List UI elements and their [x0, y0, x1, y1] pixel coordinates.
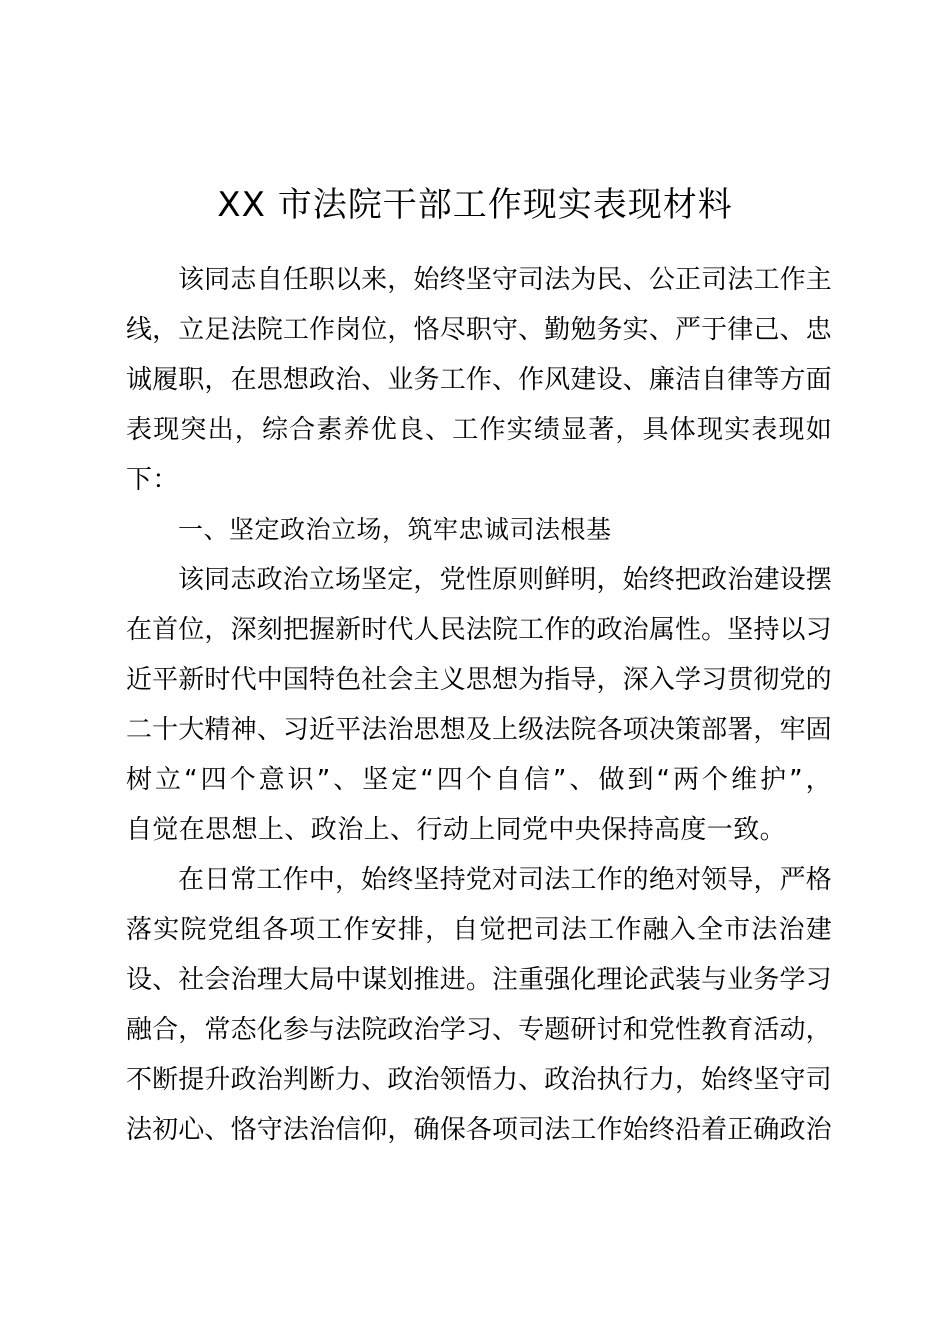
paragraph-line: 落 实 院 党 组 各 项 工 作 安 排 ， 自 觉 把 司 法 工 作 融 入 全 市 法 治 建 [126, 915, 832, 945]
paragraph-line: 表 现 突 出 ， 综 合 素 养 优 良 、 工 作 实 绩 显 著 ， 具 体 现 实 表 现 如 [126, 415, 832, 445]
paragraph-line: 不 断 提 升 政 治 判 断 力 、 政 治 领 悟 力 、 政 治 执 行 力 ， 始 终 坚 守 司 [126, 1065, 832, 1095]
paragraph-line: 近 平 新 时 代 中 国 特 色 社 会 主 义 思 想 为 指 导 ， 深 入 学 习 贯 彻 党 的 [126, 665, 832, 695]
paragraph-line: 设 、 社 会 治 理 大 局 中 谋 划 推 进 。 注 重 强 化 理 论 武 装 与 业 务 学 习 [126, 965, 832, 995]
paragraph-line: 在 日 常 工 作 中 ， 始 终 坚 持 党 对 司 法 工 作 的 绝 对 领 导 ， 严 格 [178, 865, 832, 895]
paragraph-line: 融 合 ， 常 态 化 参 与 法 院 政 治 学 习 、 专 题 研 讨 和 党 性 教 育 活 动 ， [126, 1015, 832, 1045]
paragraph-line: 下： [126, 465, 179, 495]
document-title: XX 市法院干部工作现实表现材料 [217, 185, 733, 225]
paragraph-line: 二 十 大 精 神 、 习 近 平 法 治 思 想 及 上 级 法 院 各 项 决 策 部 署 ， 牢 固 [126, 715, 832, 745]
paragraph-line: 法 初 心 、 恪 守 法 治 信 仰 ， 确 保 各 项 司 法 工 作 始 终 沿 着 正 确 政 治 [126, 1115, 832, 1145]
paragraph-line: 线 ， 立 足 法 院 工 作 岗 位 ， 恪 尽 职 守 、 勤 勉 务 实 、 严 于 律 己 、 忠 [126, 315, 832, 345]
paragraph-line: 该 同 志 政 治 立 场 坚 定 ， 党 性 原 则 鲜 明 ， 始 终 把 政 治 建 设 摆 [178, 565, 832, 595]
paragraph-line: 诚 履 职 ， 在 思 想 政 治 、 业 务 工 作 、 作 风 建 设 、 廉 洁 自 律 等 方 面 [126, 365, 832, 395]
section-heading: 一、坚定政治立场，筑牢忠诚司法根基 [178, 515, 612, 544]
paragraph-line: 该 同 志 自 任 职 以 来 ， 始 终 坚 守 司 法 为 民 、 公 正 司 法 工 作 主 [178, 265, 832, 295]
paragraph-line: 在 首 位 ， 深 刻 把 握 新 时 代 人 民 法 院 工 作 的 政 治 属 性 。 坚 持 以 习 [126, 615, 832, 645]
paragraph-line: 树 立 “ 四 个 意 识 ” 、 坚 定 “ 四 个 自 信 ” 、 做 到 “ 两 个 维 护 ” ， [126, 765, 832, 795]
paragraph-line: 自觉在思想上、政治上、行动上同党中央保持高度一致。 [126, 815, 787, 845]
